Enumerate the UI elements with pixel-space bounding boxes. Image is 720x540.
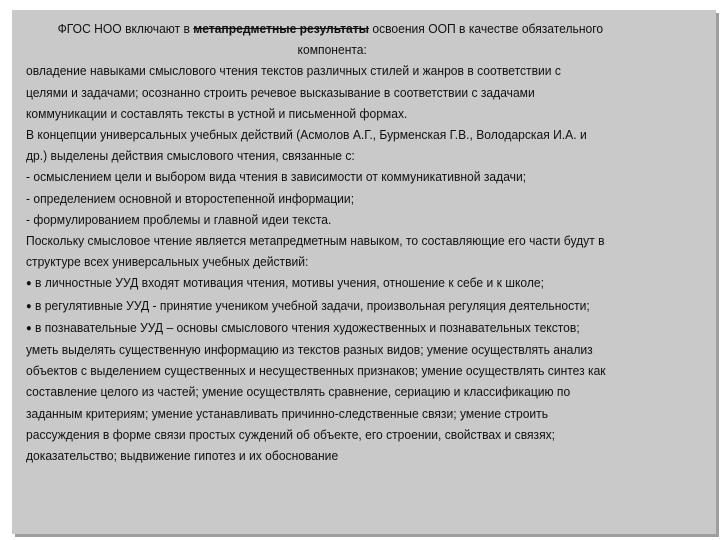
continuation-line: заданным критериям; умение устанавливать причинно-следственные связи; умение строить: [26, 405, 549, 421]
bullet-icon: ●: [26, 322, 32, 334]
heading-prefix: ФГОС НОО включают в: [57, 21, 194, 36]
bullet-text: в личностные УУД входят мотивация чтения, мотивы учения, отношение к себе и к школе;: [31, 275, 544, 291]
paragraph-line: Поскольку смысловое чтение является метапредметным навыком, то составляющие его части будут в: [26, 233, 605, 249]
paragraph-line: др.) выделены действия смыслового чтения, связанные с:: [26, 148, 355, 164]
bullet-text: в регулятивные УУД - принятие учеником учебной задачи, произвольная регуляция деятельности;: [31, 297, 590, 313]
bullet-item-personal: [26, 272, 655, 294]
bullet-item-cognitive: [26, 317, 655, 339]
continuation-line: составление целого из частей; умение осуществлять сравнение, сериацию и классификацию по: [26, 384, 571, 400]
paragraph-line: коммуникации и составлять тексты в устной и письменной формах.: [26, 105, 408, 121]
paragraph-line: целями и задачами; осознанно строить речевое высказывание в соответствии с задачами: [26, 84, 535, 100]
bullet-item-regulative: [26, 295, 655, 317]
heading-line-2: компонента:: [297, 42, 367, 58]
heading-line-1: [58, 18, 687, 39]
continuation-line: доказательство; выдвижение гипотез и их обоснование: [26, 448, 339, 464]
bullet-icon: ●: [26, 300, 32, 312]
slide-text: [26, 18, 655, 466]
paragraph-line: структуре всех универсальных учебных действий:: [26, 254, 309, 270]
continuation-line: уметь выделять существенную информацию из текстов разных видов; умение осуществлять анализ: [26, 342, 593, 358]
heading-suffix: освоения ООП в качестве обязательного: [368, 21, 604, 36]
paragraph-line: В концепции универсальных учебных действий (Асмолов А.Г., Бурменская Г.В., Володарская И.А. и: [26, 127, 587, 143]
bullet-icon: ●: [26, 278, 32, 290]
continuation-line: рассуждения в форме связи простых суждений об объекте, его строении, свойствах и связях;: [26, 426, 556, 442]
bullet-text: в познавательные УУД – основы смыслового чтения художественных и познавательных текстов;: [31, 319, 580, 335]
continuation-line: объектов с выделением существенных и несущественных признаков; умение осуществлять синтез как: [26, 363, 606, 379]
paragraph-line: овладение навыками смыслового чтения текстов различных стилей и жанров в соответствии с: [26, 63, 561, 79]
heading-emphasis: метапредметные результаты: [193, 21, 369, 36]
dash-list-item: - формулированием проблемы и главной идеи текста.: [26, 211, 332, 227]
dash-list-item: - определением основной и второстепенной информации;: [26, 190, 355, 206]
dash-list-item: - осмыслением цели и выбором вида чтения в зависимости от коммуникативной задачи;: [26, 169, 527, 185]
